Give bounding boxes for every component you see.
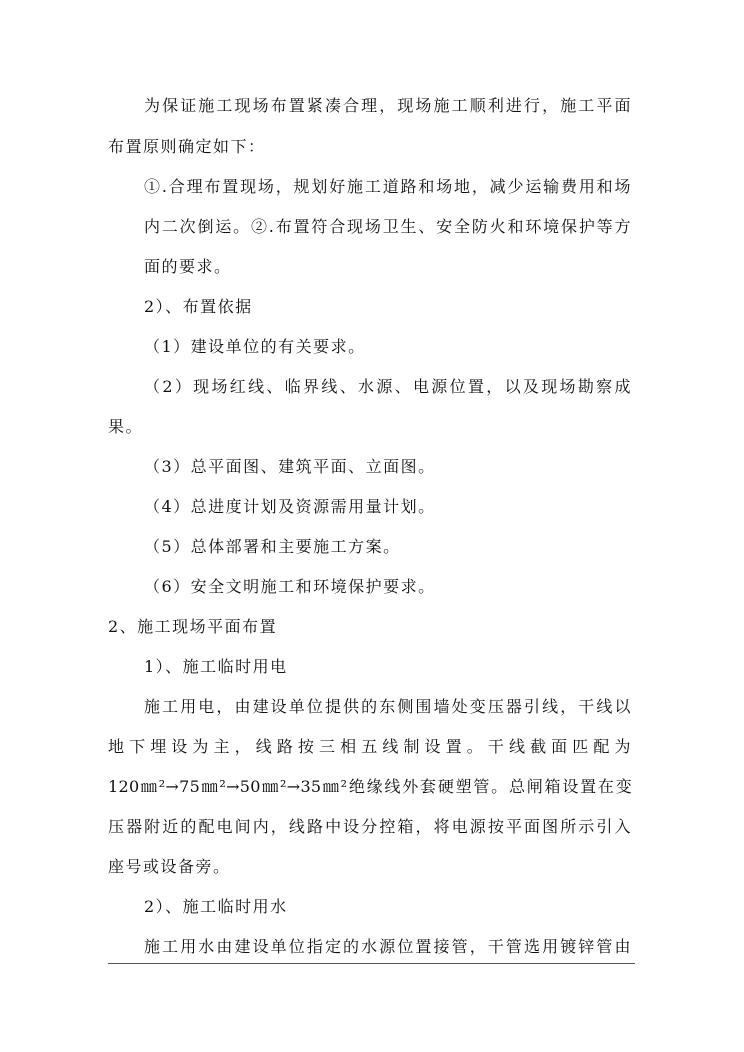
paragraph-line: 面的要求。 [144, 257, 232, 276]
list-item: （4）总进度计划及资源需用量计划。 [144, 497, 436, 516]
list-item: （3）总平面图、建筑平面、立面图。 [144, 457, 436, 476]
list-item: （6）安全文明施工和环境保护要求。 [144, 577, 436, 596]
list-item-continuation: 果。 [108, 417, 144, 436]
section-heading: 2、施工现场平面布置 [108, 617, 278, 636]
paragraph-line: ①.合理布置现场，规划好施工道路和场地，减少运输费用和场 [144, 177, 632, 196]
paragraph-line: 座号或设备旁。 [108, 857, 231, 876]
paragraph-line: 布置原则确定如下： [108, 137, 266, 156]
list-item: （1）建设单位的有关要求。 [144, 337, 366, 356]
paragraph-line: 120㎜²→75㎜²→50㎜²→35㎜²绝缘线外套硬塑管。总闸箱设置在变 [108, 777, 632, 796]
paragraph-line: 施工用水由建设单位指定的水源位置接管，干管选用镀锌管由 [144, 937, 632, 956]
paragraph-line: 地下埋设为主，线路按三相五线制设置。干线截面匹配为 [108, 737, 632, 756]
list-item: （5）总体部署和主要施工方案。 [144, 537, 401, 556]
subsection-heading: 1）、施工临时用电 [144, 657, 288, 676]
paragraph-line: 为保证施工现场布置紧凑合理，现场施工顺利进行，施工平面 [144, 96, 632, 115]
paragraph-line: 施工用电，由建设单位提供的东侧围墙处变压器引线，干线以 [144, 697, 632, 716]
paragraph-line: 压器附近的配电间内，线路中设分控箱，将电源按平面图所示引入 [108, 817, 632, 836]
list-item: （2）现场红线、临界线、水源、电源位置，以及现场勘察成 [144, 377, 632, 396]
footer-divider [108, 963, 635, 964]
section-heading: 2）、布置依据 [144, 297, 253, 316]
subsection-heading: 2）、施工临时用水 [144, 897, 288, 916]
paragraph-line: 内二次倒运。②.布置符合现场卫生、安全防火和环境保护等方 [144, 217, 632, 236]
